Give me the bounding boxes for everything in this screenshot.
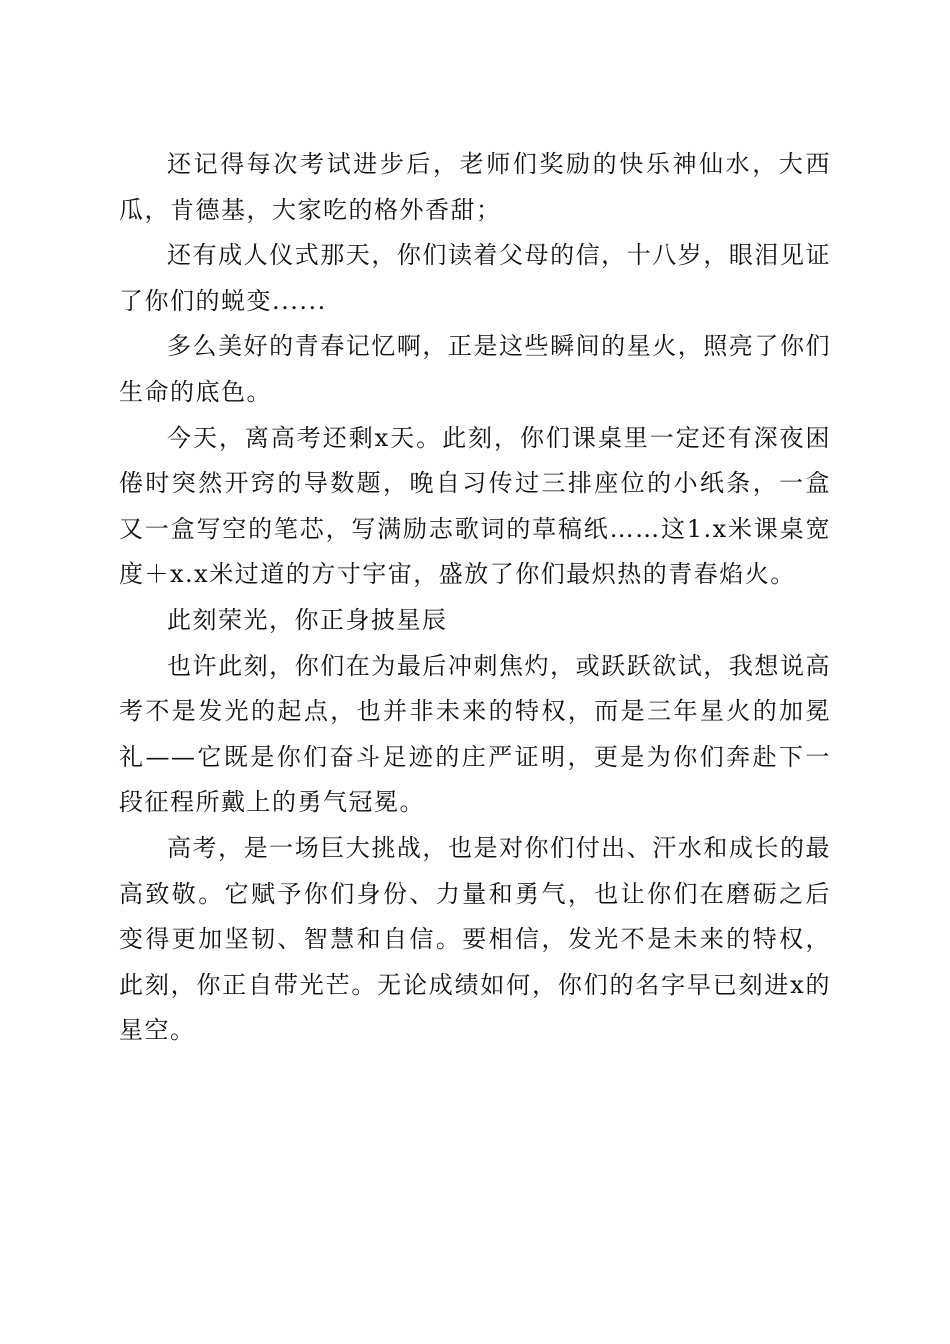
paragraph-exam-rewards: 还记得每次考试进步后，老师们奖励的快乐神仙水，大西瓜，肯德基，大家吃的格外香甜； xyxy=(119,150,831,224)
paragraph-countdown: 今天，离高考还剩x天。此刻，你们课桌里一定还有深夜困倦时突然开窍的导数题，晚自习传过三排座位的小纸条，一盒又一盒写空的笔芯，写满励志歌词的草稿纸……这1.x米课桌宽度＋x.x米过道的方寸宇宙，盛放了你们最炽热的青春焰火。 xyxy=(119,423,831,589)
paragraph-coronation: 也许此刻，你们在为最后冲刺焦灼，或跃跃欲试，我想说高考不是发光的起点，也并非未来的特权，而是三年星火的加冕礼——它既是你们奋斗足迹的庄严证明，更是为你们奔赴下一段征程所戴上的勇气冠冕。 xyxy=(119,651,831,817)
document-body xyxy=(119,142,831,1054)
paragraph-youth-memories: 多么美好的青春记忆啊，正是这些瞬间的星火，照亮了你们生命的底色。 xyxy=(119,332,831,406)
section-heading: 此刻荣光，你正身披星辰 xyxy=(167,605,448,634)
paragraph-challenge: 高考，是一场巨大挑战，也是对你们付出、汗水和成长的最高致敬。它赋予你们身份、力量和勇气，也让你们在磨砺之后变得更加坚韧、智慧和自信。要相信，发光不是未来的特权，此刻，你正自带光芒。无论成绩如何，你们的名字早已刻进x的星空。 xyxy=(119,833,831,1045)
paragraph-coming-of-age: 还有成人仪式那天，你们读着父母的信，十八岁，眼泪见证了你们的蜕变...... xyxy=(119,241,831,315)
